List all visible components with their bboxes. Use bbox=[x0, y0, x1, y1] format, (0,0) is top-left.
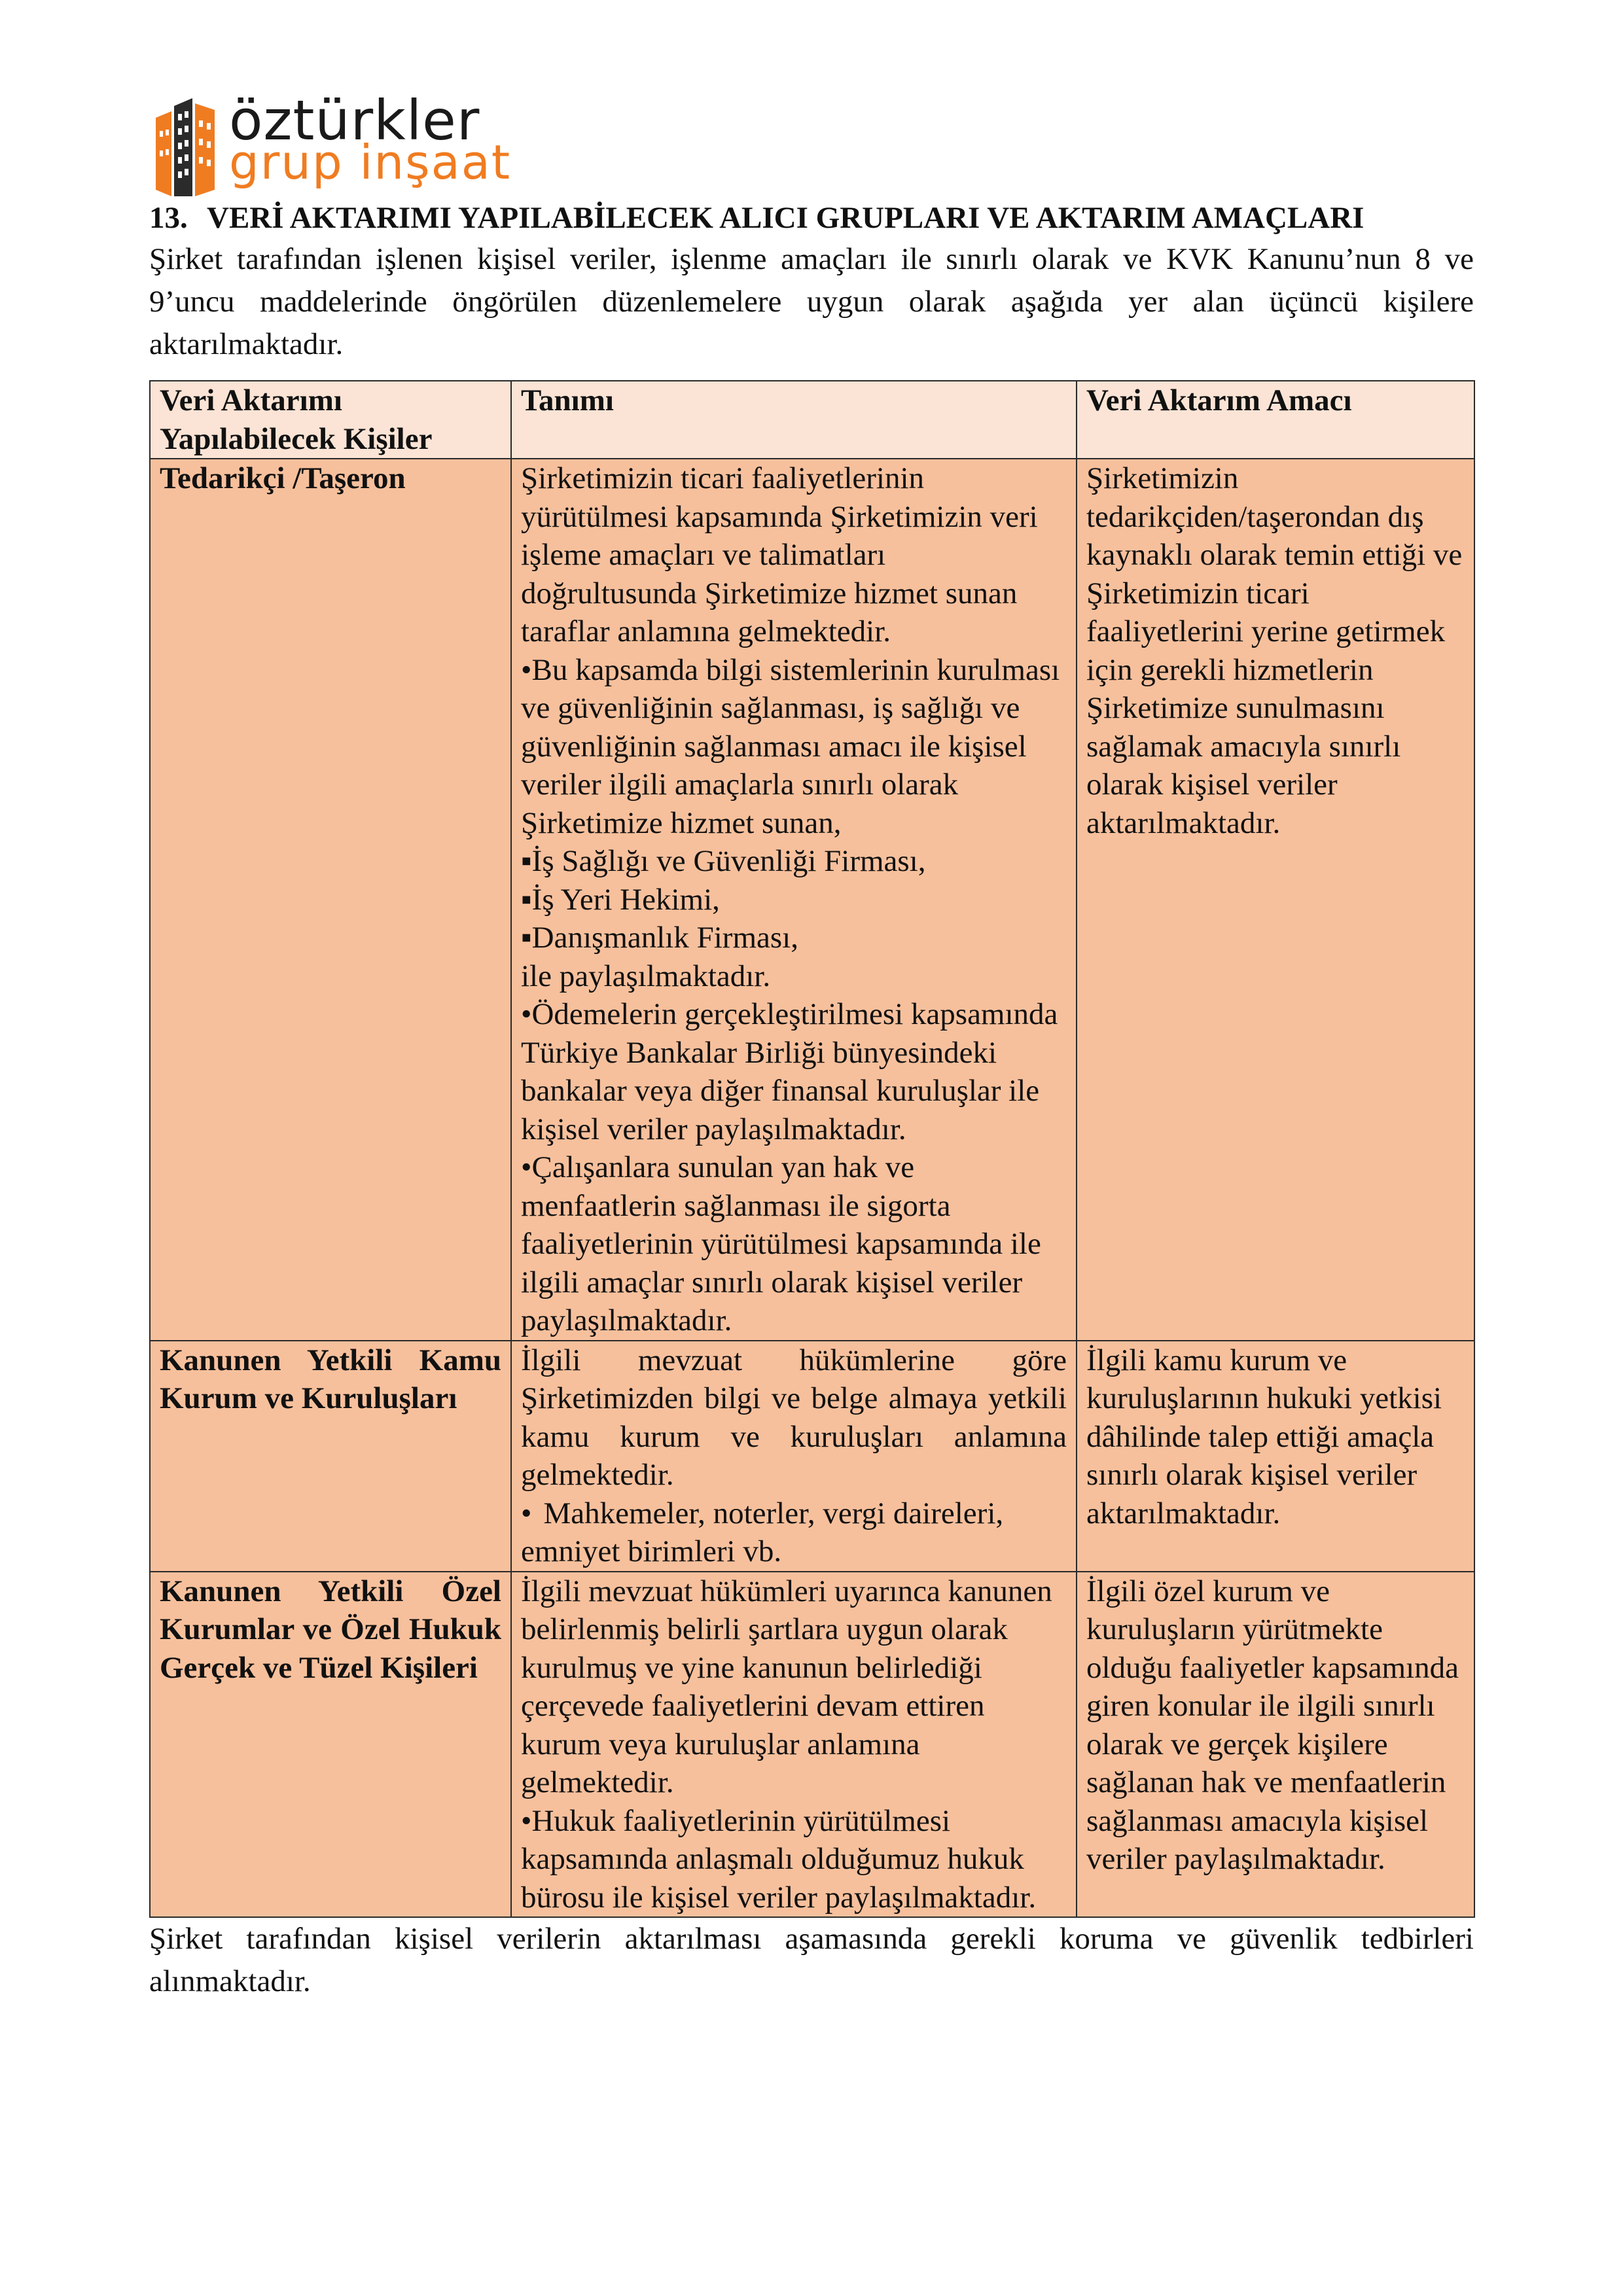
recipients-table bbox=[149, 380, 1475, 1918]
definition-text: İlgili mevzuat hükümleri uyarınca kanunen belirlenmiş belirli şartlara uygun olarak kurulmuş ve yine kanunun belirlediği çerçevede faaliyetlerini devam ettiren kurum veya kuruluşlar anlamına gelmektedir. bbox=[521, 1574, 1052, 1799]
section-number: 13. bbox=[149, 201, 188, 235]
recipient-cell: Kanunen Yetkili Özel Kurumlar ve Özel Hukuk Gerçek ve Tüzel Kişileri bbox=[150, 1572, 511, 1918]
company-logo bbox=[152, 88, 518, 196]
list-item: • Bu kapsamda bilgi sistemlerinin kurulması ve güvenliğinin sağlanması, iş sağlığı ve güvenliğinin sağlanması amacı ile kişisel veriler ilgili amaçlarla sınırlı olarak Şirketimize hizmet sunan, bbox=[521, 651, 1067, 843]
table-row bbox=[150, 1341, 1474, 1572]
list-item: ▪ İş Yeri Hekimi, bbox=[521, 881, 1067, 919]
list-item: • Mahkemeler, noterler, vergi daireleri, emniyet birimleri vb. bbox=[521, 1494, 1067, 1571]
bullet-icon bbox=[521, 1150, 531, 1184]
logo-line1: öztürkler bbox=[229, 88, 480, 152]
table-row bbox=[150, 1572, 1474, 1918]
purpose-cell: Şirketimizin tedarikçiden/taşerondan dış kaynaklı olarak temin ettiği ve Şirketimizin ticari faaliyetlerini yerine getirmek için gerekli hizmetlerin Şirketimize sunulmasını sağlamak amacıyla sınırlı olarak kişisel veriler aktarılmaktadır. bbox=[1077, 459, 1474, 1341]
definition-text: ile paylaşılmaktadır. bbox=[521, 959, 771, 993]
definition-cell bbox=[511, 1572, 1077, 1918]
bullet-icon bbox=[521, 997, 531, 1031]
purpose-cell: İlgili özel kurum ve kuruluşların yürütmekte olduğu faaliyetler kapsamında giren konular ile ilgili sınırlı olarak ve gerçek kişilere sağlanan hak ve menfaatlerin sağlanması amacıyla kişisel veriler paylaşılmaktadır. bbox=[1077, 1572, 1474, 1918]
purpose-cell: İlgili kamu kurum ve kuruluşlarının hukuki yetkisi dâhilinde talep ettiği amaçla sınırlı olarak kişisel veriler aktarılmaktadır. bbox=[1077, 1341, 1474, 1572]
header-purpose: Veri Aktarım Amacı bbox=[1077, 381, 1474, 459]
definition-cell bbox=[511, 459, 1077, 1341]
square-bullet-icon bbox=[521, 921, 532, 955]
intro-paragraph: Şirket tarafından işlenen kişisel veriler, işlenme amaçları ile sınırlı olarak ve KVK Kanunu’nun 8 ve 9’uncu maddelerinde öngörülen düzenlemelere uygun olarak aşağıda yer alan üçüncü kişilere aktarılmaktadır. bbox=[149, 242, 1474, 361]
list-item: • Ödemelerin gerçekleştirilmesi kapsamında Türkiye Bankalar Birliği bünyesindeki bankalar veya diğer finansal kuruluşlar ile kişisel veriler paylaşılmaktadır. bbox=[521, 995, 1067, 1148]
table-header-row bbox=[150, 381, 1474, 459]
square-bullet-icon bbox=[521, 844, 532, 878]
section-heading bbox=[149, 198, 1474, 238]
header-definition: Tanımı bbox=[511, 381, 1077, 459]
document-body bbox=[149, 198, 1474, 2003]
definition-cell bbox=[511, 1341, 1077, 1572]
bullet-icon bbox=[521, 1496, 531, 1530]
definition-text: Şirketimizin ticari faaliyetlerinin yürütülmesi kapsamında Şirketimizin veri işleme amaçları ve talimatları doğrultusunda Şirketimize hizmet sunan taraflar anlamına gelmektedir. bbox=[521, 461, 1038, 648]
table-row bbox=[150, 459, 1474, 1341]
bullet-icon bbox=[521, 1804, 531, 1838]
building-logo-icon bbox=[152, 92, 225, 196]
list-item: ▪ Danışmanlık Firması, bbox=[521, 919, 1067, 957]
square-bullet-icon bbox=[521, 883, 532, 917]
header-recipients: Veri Aktarımı Yapılabilecek Kişiler bbox=[150, 381, 511, 459]
recipient-cell: Kanunen Yetkili Kamu Kurum ve Kuruluşları bbox=[150, 1341, 511, 1572]
list-item: • Hukuk faaliyetlerinin yürütülmesi kapsamında anlaşmalı olduğumuz hukuk bürosu ile kişisel veriler paylaşılmaktadır. bbox=[521, 1802, 1067, 1917]
list-item: ▪ İş Sağlığı ve Güvenliği Firması, bbox=[521, 842, 1067, 881]
section-title: VERİ AKTARIMI YAPILABİLECEK ALICI GRUPLARI VE AKTARIM AMAÇLARI bbox=[207, 201, 1364, 235]
definition-text: İlgili mevzuat hükümlerine göre Şirketimizden bilgi ve belge almaya yetkili kamu kurum ve kuruluşları anlamına gelmektedir. bbox=[521, 1343, 1067, 1492]
list-item: • Çalışanlara sunulan yan hak ve menfaatlerin sağlanması ile sigorta faaliyetlerinin yürütülmesi kapsamında ile ilgili amaçlar sınırlı olarak kişisel veriler paylaşılmaktadır. bbox=[521, 1148, 1067, 1340]
closing-paragraph: Şirket tarafından kişisel verilerin aktarılması aşamasında gerekli koruma ve güvenlik tedbirleri alınmaktadır. bbox=[149, 1922, 1474, 1998]
recipient-cell: Tedarikçi /Taşeron bbox=[150, 459, 511, 1341]
logo-line2: grup inşaat bbox=[229, 135, 512, 190]
bullet-icon bbox=[521, 653, 531, 687]
